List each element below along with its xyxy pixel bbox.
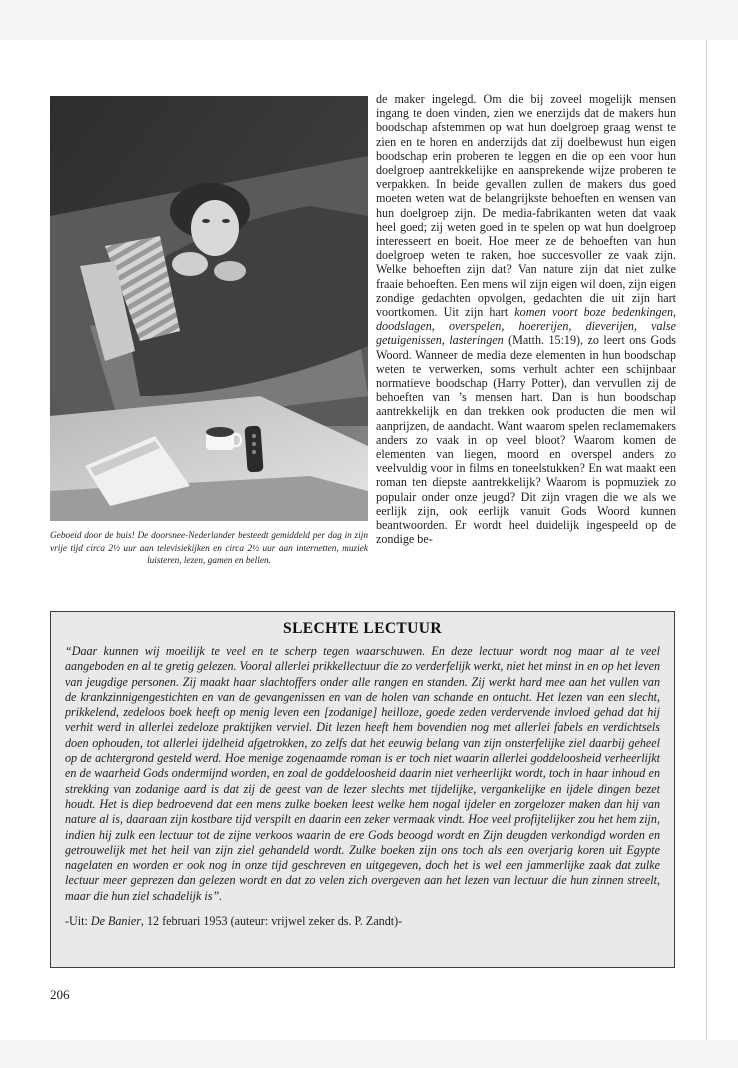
- article-paragraph: [376, 92, 676, 547]
- box-title: SLECHTE LECTUUR: [283, 620, 442, 637]
- sidebar-box-slechte-lectuur: [50, 611, 675, 968]
- page-top-strip: [0, 0, 738, 40]
- article-text-before-quote: de maker ingelegd. Om die bij zoveel mogelijk mensen ingang te doen vinden, zien we enerzijds dat de makers hun boodschap afstemmen op wat hun doelgroep graag wenst te zien en te horen en anderzijds dat zij doelbewust hun eigen boodschap erin proberen te leggen en die op een voor hun doelgroep aantrekkelijke en aansprekende wijze proberen te verpakken. In beide gevallen zullen de makers dus goed moeten weten wat de belangrijkste behoeften en wensen van hun doelgroep zijn. De media-fabrikanten weten dat vaak heel goed; zij weten goed in te spelen op wat hun doelgroep interesseert en boeit. Hoe meer ze de behoeften van hun doelgroep weten te raken, hoe succesvoller ze vaak zijn. Welke behoeften zijn dat? Van nature zijn dat niet zulke fraaie behoeften. Een mens wil zijn eigen wil doen, zijn eigen zondige gedachten opvolgen, gedachten die uit zijn hart voortkomen. Uit zijn hart: [376, 92, 676, 320]
- box-source-line: [65, 914, 660, 929]
- box-quote-body: “Daar kunnen wij moeilijk te veel en te scherp tegen waarschuwen. En deze lectuur wordt nog maar al te veel aangeboden en al te gretig gelezen. Vooral allerlei prikkellectuur die zo verderfelijk werkt, niet het minst in en op het leven van jeugdige personen. Zij maakt haar slachtoffers onder alle rangen en standen. Zij werkt hard mee aan het vullen van de krankzinnigengestichten en van de gevangenissen en van de holen van schande en ontucht. Het lezen van een slecht, prikkelend, zedeloos boek heeft op menig leven een [zodanige] heilloze, goede zeden verdervende invloed gehad dat hij verhit werd in allerlei zedeloze praktijken verviel. Dit lezen heeft hem bovendien nog met allerlei fabels en verdichtsels doen ophouden, tot allerlei ijdelheid afgetrokken, zo zelfs dat het eeuwig belang van zijn onsterfelijke ziel daarbij geheel op de achtergrond gesteld werd. Hoe menige zogenaamde roman is er toch niet waarin allerlei goddeloosheid verheerlijkt en de waarheid Gods ondermijnd worden, en zoal de goddeloosheid daarin niet verheerlijkt wordt, toch in haar inhoud en strekking van zodanige aard is dat zij de geest van de lezer slechts met tijdelijke, vergankelijke en ijdele dingen bezet houdt. Het is diep bedroevend dat een mens zulke boeken leest welke hem nogal ijdeler en zorgelozer maken dan hij van nature al is, daaraan zijn kostbare tijd verspilt en daarin een zeker vermaak vindt. Hoe veel profijtelijker zou het hem zijn, indien hij zulk een lectuur tot de zijne verkoos waarin de ere Gods beoogd wordt en Zijn deugden verkondigd worden en getrouwelijk met het heil van zijn ziel gehandeld wordt. Zulke boeken zijn ons toch als een overjarig koren uit Egypte nagelaten en worden er ook nog in onze tijd geschreven en uitgegeven, doch het is wel een jammerlijke zaak dat zulke lectuur meer geprezen dan gelezen wordt en dat zo velen zich overgeven aan het lezen van lectuur die hun zinnen streelt, maar die hun ziel schadelijk is”.: [65, 644, 660, 903]
- page-bottom-strip: [0, 1040, 738, 1068]
- photo-caption: [50, 530, 368, 568]
- box-source-prefix: -Uit:: [65, 914, 91, 929]
- box-source-title: De Banier: [90, 914, 141, 929]
- caption-text: Geboeid door de buis! De doorsnee-Nederlander besteedt gemiddeld per dag in zijn vrije tijd circa 2½ uur aan televisiekijken en circa 2½ uur aan internetten, muziek luisteren, lezen, gamen en bellen.: [50, 531, 368, 567]
- article-bible-quote: komen voort boze bedenkingen, doodslagen, overspelen, hoererijen, dieverijen, valse getuigenissen, lasteringen: [376, 305, 677, 348]
- photo-woman-watching-tv: [50, 96, 368, 521]
- article-column-right: [376, 92, 676, 547]
- article-text-after-quote: (Matth. 15:19), zo leert ons Gods Woord. Wanneer de media deze elementen in hun boodschap weten te verwerken, soms verhult achter een schijnbaar normatieve boodschap (Harry Potter), dan vervullen zij de behoeften van ’s mensen hart. Dan is hun boodschap aantrekkelijk en dan trekken ook producten die men wil aanprijzen, de aandacht. Want waarom spelen reclamemakers anders zo vaak in op veel bloot? Waarom komen de elementen van liegen, moord en overspel anders zo veelvuldig voor in films en toneelstukken? En wat maakt een roman ten diepste aantrekkelijk? Waarom is popmuziek zo populair onder onze jeugd? Dit zijn vragen die we als we eerlijk zijn, ook eerlijk vanuit Gods Woord kunnen beantwoorden. Er wordt heel duidelijk ingespeeld op de zondige be-: [376, 333, 676, 547]
- page-number: 206: [50, 987, 70, 1002]
- box-source-rest: , 12 februari 1953 (auteur: vrijwel zeker ds. P. Zandt)-: [140, 914, 403, 929]
- photo-illustration: [50, 96, 368, 521]
- page-right-rule: [706, 40, 707, 1040]
